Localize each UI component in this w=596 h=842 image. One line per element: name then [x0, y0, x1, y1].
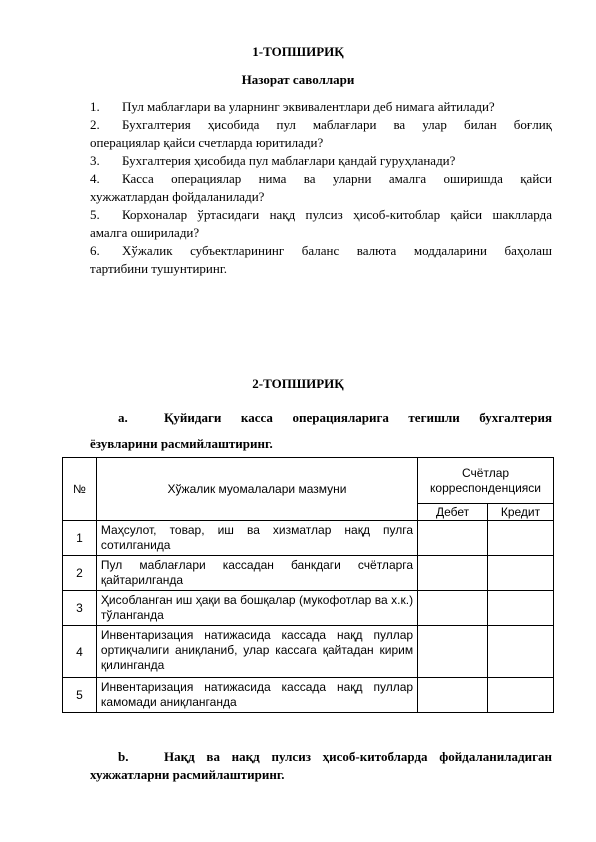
part-a-text: Қуйидаги касса операцияларига тегишли бухгалтерия: [164, 410, 552, 425]
credit-cell[interactable]: [488, 556, 554, 591]
debit-cell[interactable]: [418, 556, 488, 591]
question-item: [90, 98, 552, 116]
part-a-line1: [90, 405, 552, 431]
part-b-line1: [90, 748, 552, 766]
header-correspondence-line2: корреспонденцияси: [430, 480, 542, 495]
part-b-text: Нақд ва нақд пулсиз ҳисоб-китобларда фойдаланиладиган: [164, 749, 552, 764]
question-continuation: хужжатлардан фойдаланилади?: [90, 189, 265, 204]
part-a-marker: a.: [118, 410, 128, 425]
credit-cell[interactable]: [488, 591, 554, 626]
debit-cell[interactable]: [418, 521, 488, 556]
question-continuation: тартибини тушунтиринг.: [90, 261, 227, 276]
question-number: 5.: [90, 207, 100, 222]
header-correspondence-line1: Счётлар: [462, 465, 510, 480]
row-description: Ҳисобланган иш ҳақи ва бошқалар (мукофотлар ва х.к.) тўланганда: [96, 591, 417, 626]
task2-part-a: [90, 405, 552, 457]
header-description: Хўжалик муомалалари мазмуни: [96, 458, 417, 521]
question-number: 4.: [90, 171, 100, 186]
question-text: Касса операциялар нима ва уларни амалга оширишда қайси: [122, 171, 552, 186]
row-description: Пул маблағлари кассадан банкдаги счётларга қайтарилганда: [96, 556, 417, 591]
part-a-line2: ёзувларини расмийлаштиринг.: [90, 436, 273, 451]
task2-part-b: [90, 748, 552, 784]
row-number: 2: [63, 556, 97, 591]
question-item: [90, 116, 552, 134]
question-number: 3.: [90, 153, 100, 168]
credit-cell[interactable]: [488, 626, 554, 678]
table-row: [63, 626, 554, 678]
table-row: [63, 556, 554, 591]
credit-cell[interactable]: [488, 678, 554, 713]
header-correspondence: [418, 458, 554, 504]
question-item: [90, 206, 552, 224]
debit-cell[interactable]: [418, 678, 488, 713]
question-item: [90, 152, 552, 170]
row-description: Маҳсулот, товар, иш ва хизматлар нақд пулга сотилганида: [96, 521, 417, 556]
header-debit: Дебет: [418, 504, 488, 521]
task2-title: 2-ТОПШИРИҚ: [252, 376, 344, 391]
question-continuation: операциялар қайси счетларда юритилади?: [90, 135, 324, 150]
task1-title: 1-ТОПШИРИҚ: [252, 44, 344, 59]
row-description: Инвентаризация натижасида кассада нақд пуллар камомади аниқланганда: [96, 678, 417, 713]
credit-cell[interactable]: [488, 521, 554, 556]
question-text: Корхоналар ўртасидаги нақд пулсиз ҳисоб-китоблар қайси шаклларда: [122, 207, 552, 222]
question-text: Бухгалтерия ҳисобида пул маблағлари қандай гуруҳланади?: [122, 153, 456, 168]
header-credit: Кредит: [488, 504, 554, 521]
question-number: 6.: [90, 243, 100, 258]
question-text: Хўжалик субъектларининг баланс валюта моддаларини баҳолаш: [122, 243, 552, 258]
row-number: 3: [63, 591, 97, 626]
row-number: 5: [63, 678, 97, 713]
question-list: [90, 98, 552, 278]
table-row: [63, 521, 554, 556]
question-text: Бухгалтерия ҳисобида пул маблағлари ва улар билан боғлиқ: [122, 117, 552, 132]
table-row: [63, 678, 554, 713]
question-number: 1.: [90, 99, 100, 114]
row-number: 4: [63, 626, 97, 678]
question-item: [90, 170, 552, 188]
part-b-line2: хужжатларни расмийлаштиринг.: [90, 767, 285, 782]
row-description: Инвентаризация натижасида кассада нақд пуллар ортиқчалиги аниқланиб, улар кассага қайтадан кирим қилинганда: [96, 626, 417, 678]
question-text: Пул маблағлари ва уларнинг эквивалентлари деб нимага айтилади?: [122, 99, 495, 114]
debit-cell[interactable]: [418, 591, 488, 626]
operations-table: [62, 457, 554, 713]
question-item: [90, 242, 552, 260]
question-number: 2.: [90, 117, 100, 132]
header-number: №: [63, 458, 97, 521]
part-b-marker: b.: [118, 749, 129, 764]
row-number: 1: [63, 521, 97, 556]
debit-cell[interactable]: [418, 626, 488, 678]
table-row: [63, 591, 554, 626]
question-continuation: амалга оширилади?: [90, 225, 200, 240]
task1-subtitle: Назорат саволлари: [241, 72, 355, 87]
